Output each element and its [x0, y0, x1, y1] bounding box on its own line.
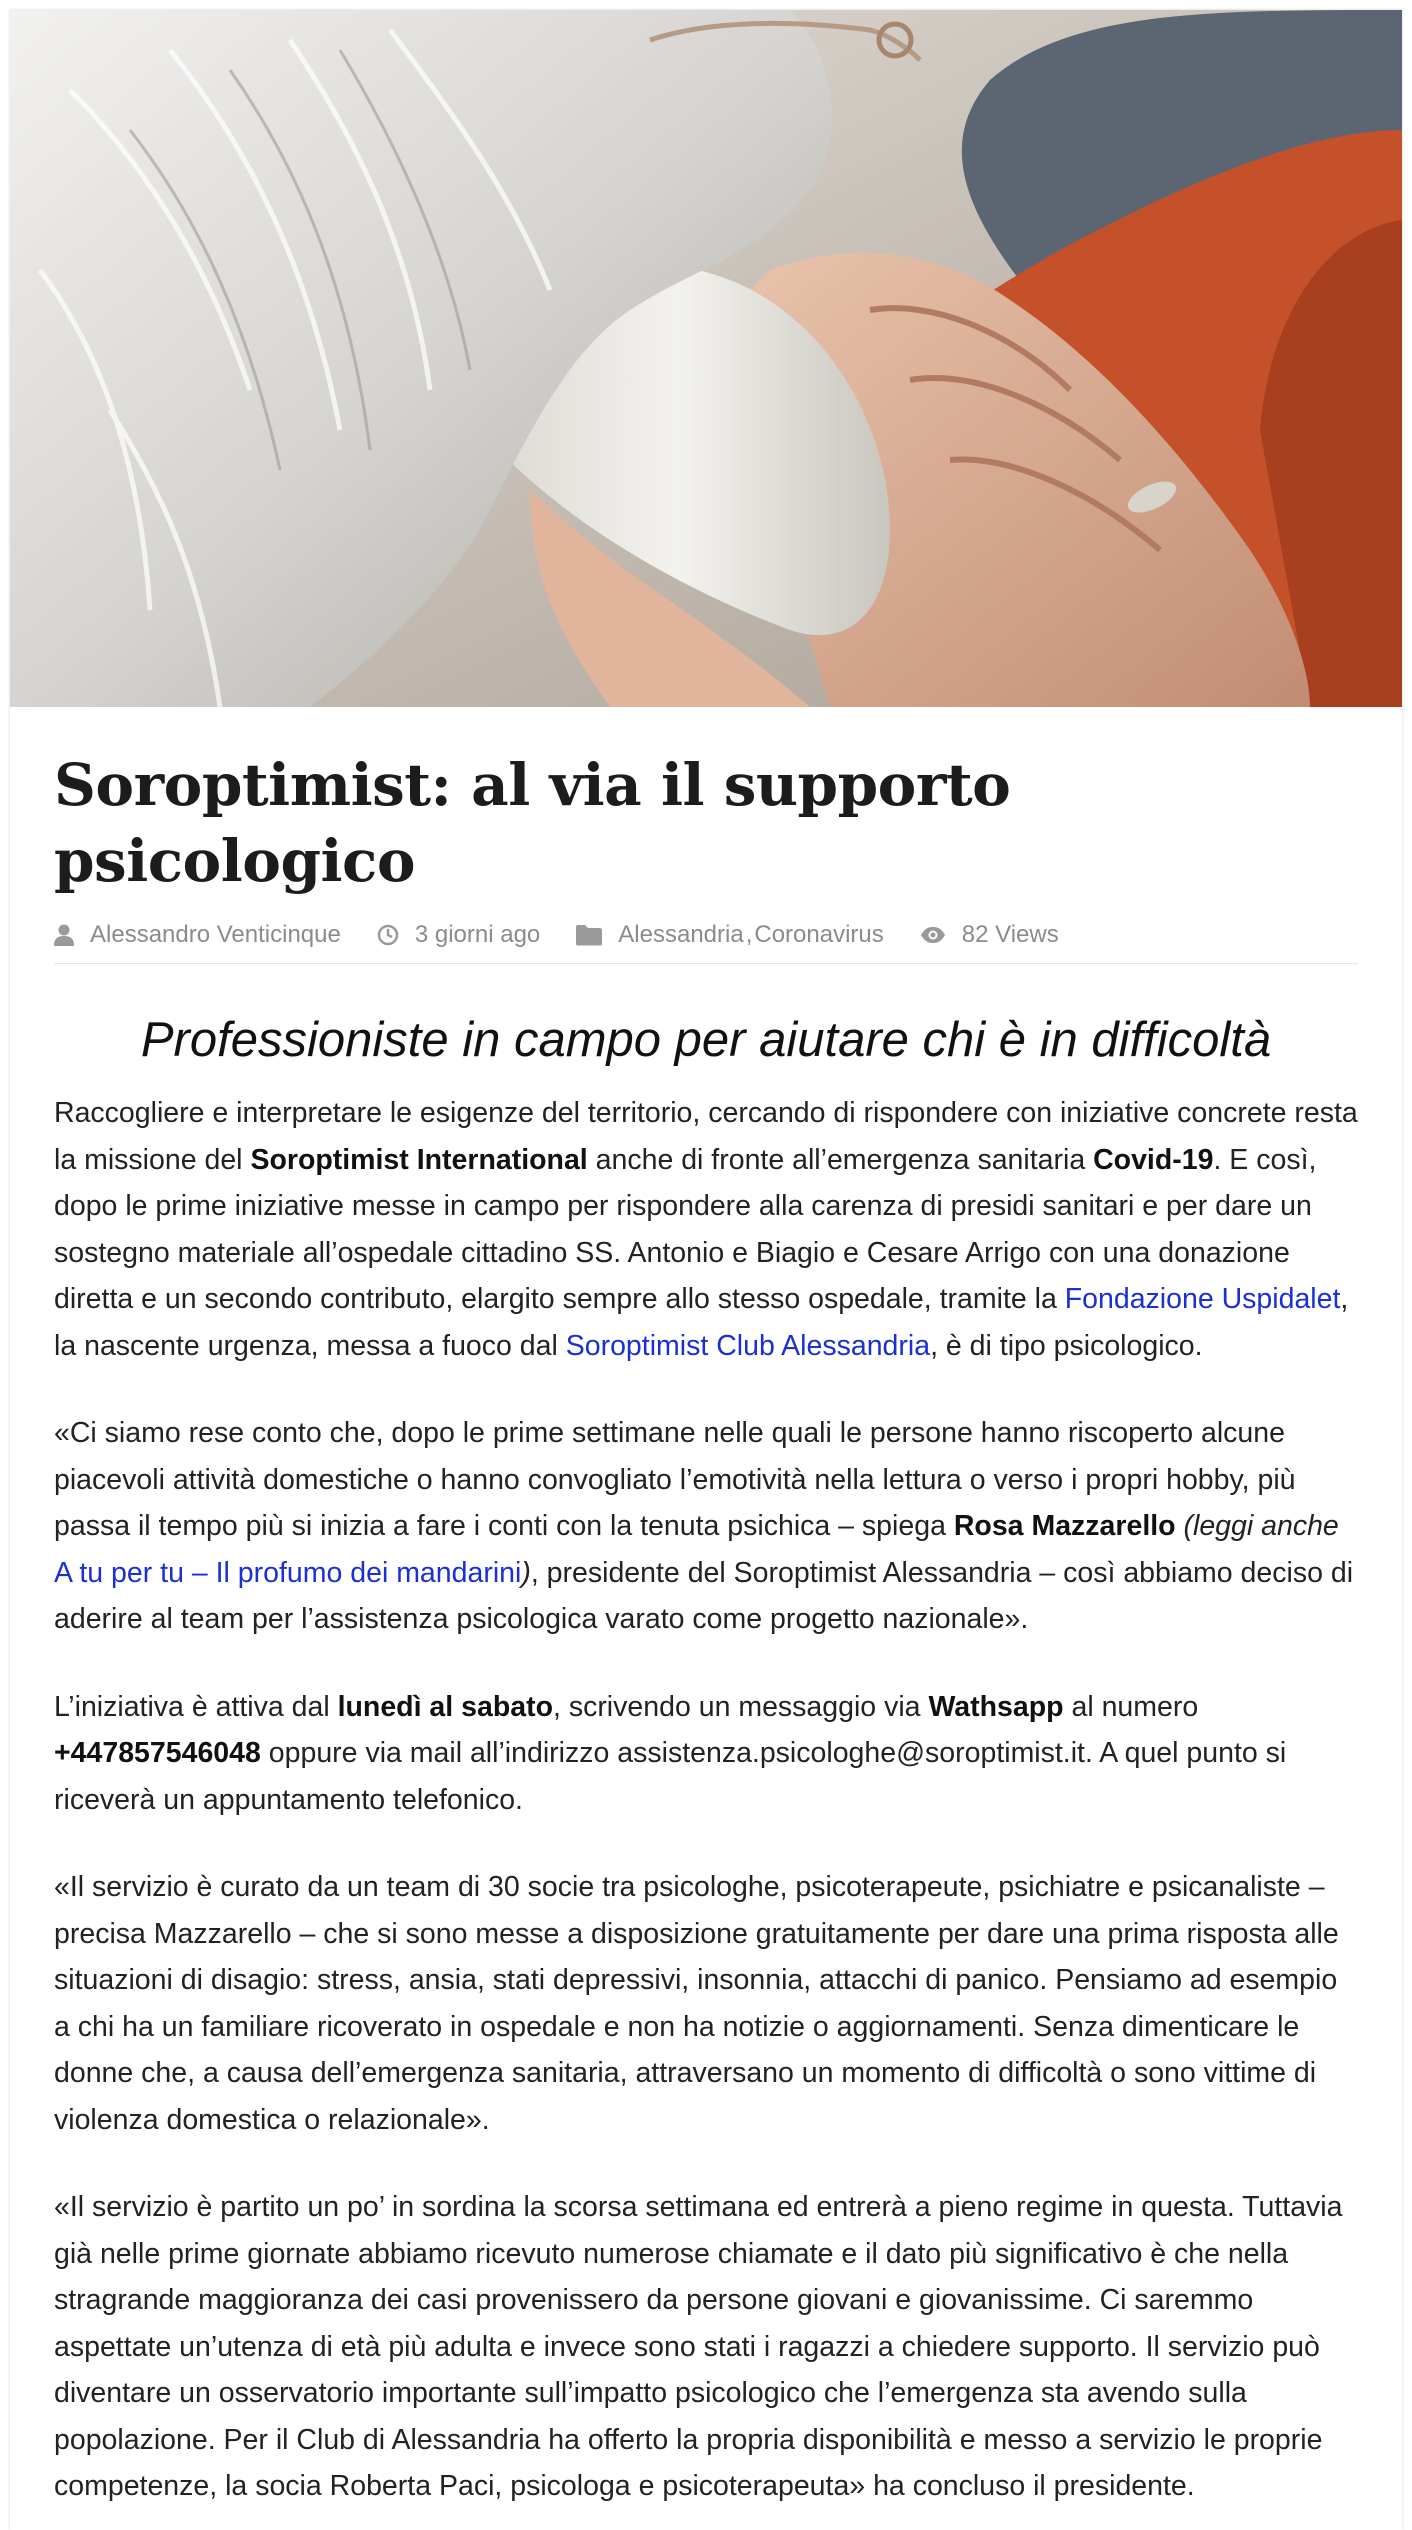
category-link-alessandria[interactable]: Alessandria [618, 921, 744, 948]
text-span: , scrivendo un messaggio via [552, 1690, 929, 1723]
link-soroptimist-club-alessandria[interactable]: Soroptimist Club Alessandria [565, 1329, 931, 1362]
meta-date [377, 921, 540, 949]
bold-rosa-mazzarello: Rosa Mazzarello [953, 1510, 1176, 1542]
bold-wathsapp: Wathsapp [928, 1690, 1064, 1723]
paragraph-3 [54, 1684, 1358, 1824]
paragraph-4: «Il servizio è curato da un team di 30 socie tra psicologhe, psicoterapeute, psichiatre e psicanaliste – precisa Mazzarello – che si sono messe a disposizione gratuitamente per dare una prima risposta alle situazioni di disagio: stress, ansia, stati depressivi, insonnia, attacchi di panico. Pensiamo ad esempio a chi ha un familiare ricoverato in ospedale e non ha notizie o aggiornamenti. Senza dimenticare le donne che, a causa dell’emergenza sanitaria, attraversano un momento di difficoltà o sono vittime di violenza domestica o relazionale». [54, 1871, 1339, 2136]
paragraph-2 [54, 1410, 1358, 1643]
text-span: oppure via mail all’indirizzo assistenza.psicologhe@soroptimist.it. A quel punto si riceverà un appuntamento telefonico. [54, 1737, 1287, 1816]
text-span: al numero [1063, 1690, 1199, 1723]
meta-categories [576, 921, 883, 949]
bold-soroptimist-international: Soroptimist International [250, 1143, 588, 1176]
category-link-coronavirus[interactable]: Coronavirus [754, 921, 884, 948]
photo-elderly-woman-phone [10, 10, 1402, 707]
bold-days: lunedì al sabato [337, 1690, 553, 1723]
article-meta [54, 921, 1358, 964]
text-span: anche di fronte all’emergenza sanitaria [587, 1143, 1094, 1176]
meta-views [920, 921, 1059, 949]
article-content [10, 747, 1402, 2510]
text-span: , la nascente urgenza, messa a fuoco dal [54, 1283, 1349, 1362]
text-span: L’iniziativa è attiva dal [54, 1690, 338, 1723]
italic-text: ) [521, 1556, 531, 1589]
link-fondazione-uspidalet[interactable]: Fondazione Uspidalet [1064, 1283, 1341, 1315]
text-span: . E così, dopo le prime iniziative messe in campo per rispondere alla carenza di presidi sanitari e per dare un sostegno materiale all’ospedale cittadino SS. Antonio e Biagio e Cesare Arrigo con una donazione diretta e un secondo contributo, elargito sempre allo stesso ospedale, tramite la [54, 1143, 1317, 1315]
meta-views-count: 82 Views [961, 921, 1059, 948]
paragraph-5: «Il servizio è partito un po’ in sordina la scorsa settimana ed entrerà a pieno regime in questa. Tuttavia già nelle prime giornate abbiamo ricevuto numerose chiamate e il dato più significativo è che nella stragrande maggioranza dei casi provenissero da persone giovani e giovanissime. Ci saremmo aspettate un’utenza di età più adulta e invece sono stati i ragazzi a chiedere supporto. Il servizio può diventare un osservatorio importante sull’impatto psicologico che l’emergenza sta avendo sulla popolazione. Per il Club di Alessandria ha offerto la propria disponibilità e messo a servizio le proprie competenze, la socia Roberta Paci, psicologa e psicoterapeuta» ha concluso il presidente. [54, 2191, 1343, 2502]
article-card [10, 10, 1402, 2530]
eye-icon [920, 926, 946, 944]
text-span: «Ci siamo rese conto che, dopo le prime settimane nelle quali le persone hanno riscoperto alcune piacevoli attività domestiche o hanno convogliato l’emotività nella lettura o verso i propri hobby, più passa il tempo più si inizia a fare i conti con la tenuta psichica – spiega [54, 1417, 1296, 1542]
text-span: , è di tipo psicologico. [930, 1329, 1203, 1362]
meta-date-text: 3 giorni ago [414, 921, 541, 948]
italic-text: (leggi anche [1175, 1510, 1339, 1542]
user-icon [54, 924, 74, 946]
bold-covid: Covid-19 [1093, 1143, 1214, 1176]
hero-image [10, 10, 1402, 707]
article-title: Soroptimist: al via il supporto psicologico [54, 751, 1011, 895]
text-span: Raccogliere e interpretare le esigenze del territorio, cercando di rispondere con iniziative concrete resta la missione del [54, 1097, 1358, 1176]
meta-author[interactable] [54, 921, 341, 949]
paragraph-1 [54, 1090, 1358, 1369]
text-span: , presidente del Soroptimist Alessandria – così abbiamo deciso di aderire al team per l’assistenza psicologica varato come progetto nazionale». [54, 1556, 1354, 1635]
link-a-tu-per-tu[interactable]: A tu per tu – Il profumo dei mandarini [54, 1556, 522, 1589]
category-separator: , [745, 921, 753, 948]
meta-author-name: Alessandro Venticinque [90, 921, 341, 948]
folder-icon [576, 924, 602, 946]
clock-icon [377, 924, 399, 946]
bold-phone-number: +447857546048 [54, 1737, 261, 1769]
article-subtitle: Professioniste in campo per aiutare chi è in difficoltà [140, 1013, 1272, 1067]
